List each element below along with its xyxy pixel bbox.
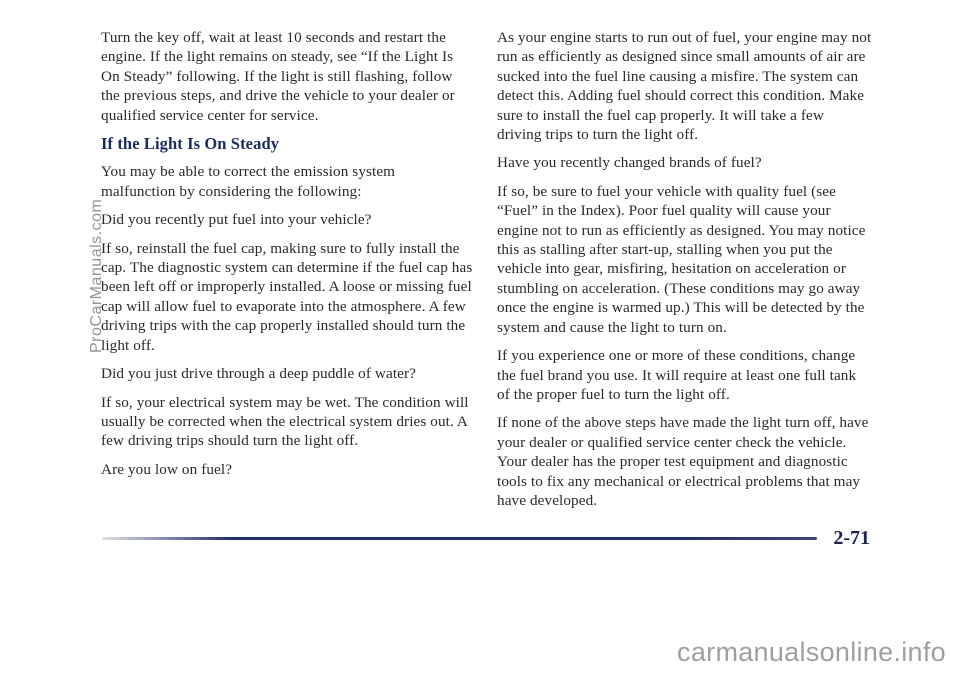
footer-band <box>0 595 960 676</box>
electrical-paragraph: If so, your electrical system may be wet. The condition will usually be corrected when the electrical system dries out. A few driving trips should turn the light off. <box>101 393 469 450</box>
footer-rule <box>102 537 817 540</box>
left-column <box>101 28 473 488</box>
low-fuel-question: Are you low on fuel? <box>101 460 233 478</box>
fuel-quality-paragraph: If so, be sure to fuel your vehicle with quality fuel (see “Fuel” in the Index). Poor fuel quality will cause your engine not to run as efficiently as designed. You may notice this as stalling after start-up, stalling when you put the vehicle into gear, misfiring, hesitation on acceleration or stumbling on acceleration. (These conditions may go away once the engine is warmed up.) This will be detected by the system and cause the light to turn on. <box>497 182 866 336</box>
side-watermark: ProCarManuals.com <box>88 198 105 353</box>
puddle-question: Did you just drive through a deep puddle of water? <box>101 365 416 383</box>
brand-question: Have you recently changed brands of fuel? <box>497 154 762 172</box>
out-of-fuel-paragraph: As your engine starts to run out of fuel, your engine may not run as efficiently as designed since small amounts of air are sucked into the fuel line causing a misfire. The system can detect this. Adding fuel should correct this condition. Make sure to install the fuel cap properly. It will take a few driving trips to turn the light off. <box>497 29 872 144</box>
page-number: 2-71 <box>833 527 870 549</box>
change-brand-paragraph: If you experience one or more of these conditions, change the fuel brand you use. It will require at least one full tank of the proper fuel to turn the light off. <box>497 347 857 403</box>
fuel-question: Did you recently put fuel into your vehicle? <box>101 211 372 229</box>
section-heading: If the Light Is On Steady <box>101 134 280 154</box>
dealer-paragraph: If none of the above steps have made the light turn off, have your dealer or qualified service center check the vehicle. Your dealer has the proper test equipment and diagnostic tools to fix any mechanical or electrical problems that may have developed. <box>497 414 869 509</box>
emission-paragraph: You may be able to correct the emission system malfunction by considering the following: <box>101 163 396 200</box>
fuel-cap-paragraph: If so, reinstall the fuel cap, making sure to fully install the cap. The diagnostic system can determine if the fuel cap has been left off or improperly installed. A loose or missing fuel cap will allow fuel to evaporate into the atmosphere. A few driving trips with the cap properly installed should turn the light off. <box>101 239 473 354</box>
intro-paragraph: Turn the key off, wait at least 10 seconds and restart the engine. If the light remains on steady, see “If the Light Is On Steady” following. If the light is still flashing, follow the previous steps, and drive the vehicle to your dealer or qualified service center for service. <box>101 29 455 124</box>
footer-watermark: carmanualsonline.info <box>677 637 946 667</box>
right-column <box>497 28 872 519</box>
